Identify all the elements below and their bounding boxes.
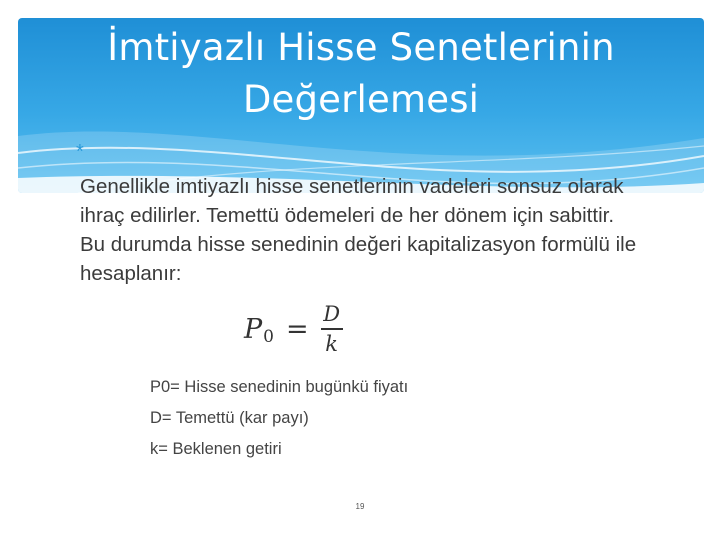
body-paragraph: Genellikle imtiyazlı hisse senetlerinin vadeleri sonsuz olarak ihraç edilirler. Temettü ödemeleri de her dönem için sabittir. Bu durumda hisse senedinin değeri kapitalizasyon formülü ile hesaplanır:: [80, 175, 637, 285]
definition-k: k= Beklenen getiri: [150, 440, 282, 458]
page-number: 19: [355, 502, 365, 511]
definition-p0: P0= Hisse senedinin bugünkü fiyatı: [150, 378, 409, 396]
bullet-star-icon: *: [76, 141, 84, 163]
capitalization-formula: [244, 298, 343, 360]
formula-fraction: [321, 302, 343, 356]
slide-title: [18, 22, 704, 126]
fraction-bar: [321, 328, 343, 330]
formula-lhs-subscript: 0: [263, 327, 274, 347]
formula-lhs: P: [244, 313, 263, 345]
definitions-list: [150, 372, 408, 465]
title-line-1: İmtiyazlı Hisse Senetlerinin: [107, 26, 615, 69]
formula-denominator: k: [325, 332, 338, 356]
formula-equals: =: [286, 313, 309, 345]
definition-d: D= Temettü (kar payı): [150, 409, 309, 427]
title-line-2: Değerlemesi: [242, 78, 480, 121]
formula-numerator: D: [323, 302, 341, 326]
